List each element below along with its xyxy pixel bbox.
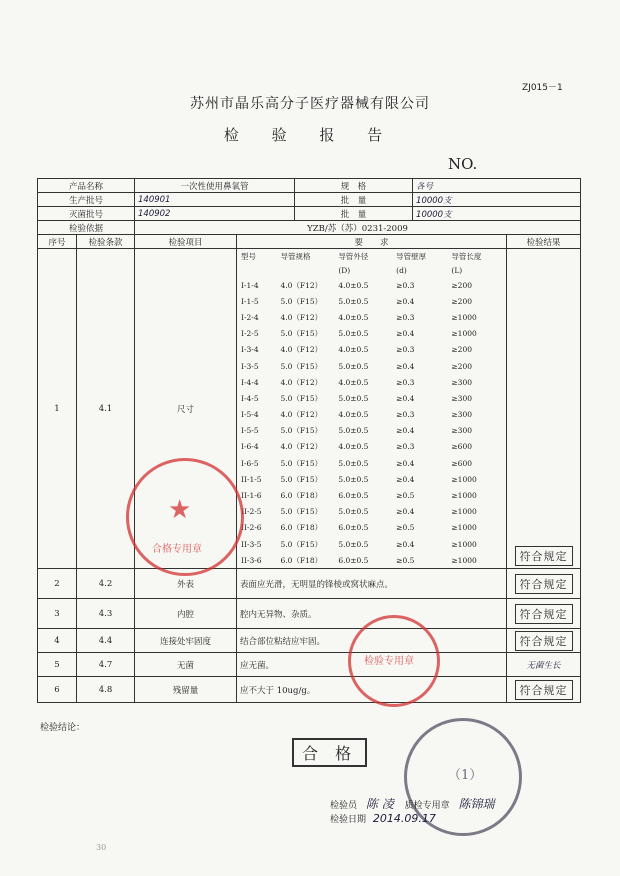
spec-cell: 4.0±0.5	[338, 280, 369, 290]
product-name-label: 产品名称	[38, 179, 135, 193]
row-clause: 4.3	[77, 599, 135, 629]
company-name: 苏州市晶乐高分子医疗器械有限公司	[190, 96, 430, 112]
col-item: 检验项目	[135, 235, 237, 249]
steril-batch-value: 140902	[135, 207, 295, 221]
spec-cell: II-1-6	[241, 491, 262, 501]
row-item: 外表	[135, 569, 237, 599]
date-label: 检验日期	[330, 815, 367, 825]
spec-cell: ≥0.3	[396, 280, 415, 290]
column-header-row	[38, 235, 581, 249]
spec-cell: ≥0.3	[396, 377, 415, 387]
spec-cell: II-2-6	[241, 523, 262, 533]
approval-seal-text: （1）	[448, 768, 483, 783]
row-seq: 6	[38, 677, 77, 703]
spec-cell: I-6-5	[241, 458, 259, 468]
inspection-table	[37, 178, 581, 703]
product-name-value: 一次性使用鼻氧管	[135, 179, 295, 193]
col-result: 检验结果	[507, 235, 581, 249]
row-result: 无菌生长	[507, 653, 581, 677]
spec-cell: I-4-4	[241, 377, 259, 387]
spec-cell: ≥200	[451, 280, 472, 290]
spec-cell: 6.0±0.5	[338, 523, 369, 533]
spec-cell: 4.0±0.5	[338, 410, 369, 420]
footer-mark: 30	[96, 843, 107, 852]
col-clause: 检验条款	[77, 235, 135, 249]
date-row	[330, 812, 436, 825]
spec-cell: 6.0（F18）	[280, 523, 323, 533]
spec-cell: 5.0±0.5	[338, 296, 369, 306]
batch-qty2-value: 10000支	[413, 207, 581, 221]
spec-row	[241, 309, 504, 325]
spec-header-cell: 导管长度	[451, 251, 482, 261]
spec-cell: 5.0（F15）	[280, 458, 323, 468]
row-seq: 4	[38, 629, 77, 653]
spec-cell: I-4-5	[241, 393, 259, 403]
spec-cell: ≥0.3	[396, 442, 415, 452]
spec-cell: ≥0.4	[396, 361, 415, 371]
spec-row	[241, 423, 504, 439]
approver-signature: 陈锦瑞	[458, 797, 495, 811]
spec-cell: ≥300	[451, 426, 472, 436]
col-seq: 序号	[38, 235, 77, 249]
spec-cell: 5.0（F15）	[280, 329, 323, 339]
spec-cell: 5.0（F15）	[280, 507, 323, 517]
result-stamp: 符合规定	[515, 574, 573, 594]
spec-cell: 5.0（F15）	[280, 361, 323, 371]
spec-cell: 6.0±0.5	[338, 555, 369, 565]
pass-stamp: 合 格	[292, 738, 367, 767]
spec-cell: ≥200	[451, 361, 472, 371]
spec-cell: ≥1000	[451, 474, 477, 484]
spec-subheader-cell: (D)	[338, 265, 351, 275]
spec-cell: 6.0（F18）	[280, 491, 323, 501]
spec-cell: 5.0±0.5	[338, 507, 369, 517]
row-item: 无菌	[135, 653, 237, 677]
spec-header-cell: 导管壁厚	[396, 251, 427, 261]
row-requirement: 结合部位粘结应牢固。	[237, 629, 507, 653]
batch-qty-value: 10000支	[413, 193, 581, 207]
inspector-row	[330, 795, 495, 812]
spec-label: 规 格	[295, 179, 413, 193]
spec-cell: I-1-5	[241, 296, 259, 306]
spec-cell: ≥0.4	[396, 474, 415, 484]
spec-cell: I-2-5	[241, 329, 259, 339]
row-seq: 3	[38, 599, 77, 629]
spec-value: 各号	[413, 179, 581, 193]
spec-cell: I-3-5	[241, 361, 259, 371]
spec-cell	[237, 249, 507, 569]
spec-cell: II-3-6	[241, 555, 262, 565]
spec-cell: ≥1000	[451, 539, 477, 549]
prod-batch-value: 140901	[135, 193, 295, 207]
spec-cell: 5.0（F15）	[280, 393, 323, 403]
spec-cell: ≥0.4	[396, 329, 415, 339]
spec-row	[241, 536, 504, 552]
spec-cell: 4.0±0.5	[338, 312, 369, 322]
spec-table	[241, 249, 504, 568]
spec-cell: 4.0（F12）	[280, 280, 323, 290]
document-code: ZJ015－1	[522, 83, 563, 93]
spec-cell: ≥0.3	[396, 345, 415, 355]
row-requirement: 应无菌。	[237, 653, 507, 677]
spec-cell: 4.0（F12）	[280, 377, 323, 387]
info-row-product	[38, 179, 581, 193]
batch-qty-label: 批 量	[295, 193, 413, 207]
row-residue	[38, 677, 581, 703]
spec-cell: ≥600	[451, 458, 472, 468]
row-clause: 4.8	[77, 677, 135, 703]
date-value: 2014.09.17	[372, 812, 436, 825]
prod-batch-label: 生产批号	[38, 193, 135, 207]
spec-cell: 5.0±0.5	[338, 539, 369, 549]
row-seq: 2	[38, 569, 77, 599]
spec-cell: 5.0±0.5	[338, 426, 369, 436]
spec-cell: 4.0（F12）	[280, 442, 323, 452]
spec-cell: 5.0±0.5	[338, 361, 369, 371]
spec-row	[241, 455, 504, 471]
row-lumen	[38, 599, 581, 629]
result-stamp: 符合规定	[515, 604, 573, 624]
row-joint	[38, 629, 581, 653]
spec-cell: II-1-5	[241, 474, 262, 484]
row-dimensions	[38, 249, 581, 569]
row-result	[507, 677, 581, 703]
spec-cell: 4.0（F12）	[280, 410, 323, 420]
result-stamp: 符合规定	[515, 546, 573, 566]
spec-cell: 5.0（F15）	[280, 426, 323, 436]
spec-cell: 5.0（F15）	[280, 296, 323, 306]
spec-row	[241, 342, 504, 358]
spec-row	[241, 439, 504, 455]
spec-cell: I-3-4	[241, 345, 259, 355]
row-item: 尺寸	[135, 249, 237, 569]
basis-label: 检验依据	[38, 221, 135, 235]
spec-cell: ≥300	[451, 410, 472, 420]
row-clause: 4.7	[77, 653, 135, 677]
result-stamp: 符合规定	[515, 631, 573, 651]
spec-cell: ≥0.5	[396, 523, 415, 533]
spec-cell: ≥0.4	[396, 539, 415, 549]
row-result	[507, 599, 581, 629]
spec-cell: ≥200	[451, 345, 472, 355]
report-number-label: NO.	[448, 155, 478, 173]
row-clause: 4.2	[77, 569, 135, 599]
inspector-signature: 陈 凌	[365, 797, 394, 811]
row-item: 连接处牢固度	[135, 629, 237, 653]
spec-row	[241, 293, 504, 309]
spec-subheader-cell	[280, 263, 338, 277]
spec-cell: 5.0（F15）	[280, 539, 323, 549]
row-item: 残留量	[135, 677, 237, 703]
spec-cell: 5.0±0.5	[338, 393, 369, 403]
info-row-steril-batch	[38, 207, 581, 221]
spec-cell: ≥1000	[451, 555, 477, 565]
spec-row	[241, 504, 504, 520]
spec-subheader-cell: (L)	[451, 265, 463, 275]
row-result	[507, 249, 581, 569]
spec-cell: ≥200	[451, 296, 472, 306]
row-surface	[38, 569, 581, 599]
row-seq: 1	[38, 249, 77, 569]
spec-row	[241, 520, 504, 536]
spec-cell: II-2-5	[241, 507, 262, 517]
spec-cell: ≥1000	[451, 312, 477, 322]
info-row-prod-batch	[38, 193, 581, 207]
spec-cell: 6.0（F18）	[280, 555, 323, 565]
left-seal-text: 合格专用章	[152, 544, 202, 555]
spec-row	[241, 358, 504, 374]
spec-cell: I-5-4	[241, 410, 259, 420]
spec-cell: ≥0.3	[396, 312, 415, 322]
spec-row	[241, 277, 504, 293]
spec-row	[241, 471, 504, 487]
spec-cell: 4.0±0.5	[338, 345, 369, 355]
row-result	[507, 629, 581, 653]
row-clause: 4.4	[77, 629, 135, 653]
checker-label: 质检专用章	[404, 801, 450, 811]
spec-cell: 4.0（F12）	[280, 345, 323, 355]
spec-cell: ≥1000	[451, 523, 477, 533]
spec-row	[241, 326, 504, 342]
spec-row	[241, 390, 504, 406]
spec-row	[241, 407, 504, 423]
basis-value: YZB/苏（苏）0231-2009	[135, 221, 581, 235]
row-item: 内腔	[135, 599, 237, 629]
spec-subheader-cell: (d)	[396, 265, 407, 275]
spec-subheader-cell	[241, 263, 280, 277]
spec-header-cell: 型号	[241, 251, 257, 261]
spec-cell: 4.0±0.5	[338, 442, 369, 452]
spec-subheader-row	[241, 263, 504, 277]
spec-row	[241, 552, 504, 568]
row-requirement: 表面应光滑，无明显的锋棱或窝状麻点。	[237, 569, 507, 599]
spec-cell: 4.0±0.5	[338, 377, 369, 387]
spec-cell: ≥0.5	[396, 555, 415, 565]
col-requirement: 要 求	[237, 235, 507, 249]
spec-cell: I-6-4	[241, 442, 259, 452]
spec-cell: I-5-5	[241, 426, 259, 436]
spec-cell: ≥0.4	[396, 426, 415, 436]
row-result	[507, 569, 581, 599]
spec-header-cell: 导管规格	[280, 251, 311, 261]
spec-cell: ≥0.4	[396, 458, 415, 468]
result-stamp: 符合规定	[515, 680, 573, 700]
spec-cell: I-2-4	[241, 312, 259, 322]
row-clause: 4.1	[77, 249, 135, 569]
spec-cell: I-1-4	[241, 280, 259, 290]
info-row-basis	[38, 221, 581, 235]
report-title: 检 验 报 告	[223, 126, 397, 144]
spec-cell: ≥300	[451, 393, 472, 403]
spec-cell: ≥600	[451, 442, 472, 452]
spec-cell: ≥0.3	[396, 410, 415, 420]
row-requirement: 应不大于 10ug/g。	[237, 677, 507, 703]
spec-header-row	[241, 249, 504, 263]
spec-cell: 5.0±0.5	[338, 329, 369, 339]
spec-cell: ≥0.4	[396, 296, 415, 306]
spec-cell: ≥1000	[451, 507, 477, 517]
row-requirement: 腔内无异物、杂质。	[237, 599, 507, 629]
spec-cell: 5.0（F15）	[280, 474, 323, 484]
conclusion-label: 检验结论：	[40, 723, 86, 733]
row-seq: 5	[38, 653, 77, 677]
spec-row	[241, 487, 504, 503]
spec-cell: II-3-5	[241, 539, 262, 549]
spec-cell: ≥0.4	[396, 507, 415, 517]
spec-body	[241, 277, 504, 568]
inspector-label: 检验员	[330, 801, 358, 811]
spec-header-cell: 导管外径	[338, 251, 369, 261]
batch-qty2-label: 批 量	[295, 207, 413, 221]
row-sterile	[38, 653, 581, 677]
spec-row	[241, 374, 504, 390]
spec-cell: ≥1000	[451, 329, 477, 339]
mid-seal-text: 检验专用章	[364, 656, 414, 667]
spec-cell: ≥300	[451, 377, 472, 387]
spec-cell: 5.0±0.5	[338, 474, 369, 484]
spec-cell: ≥0.5	[396, 491, 415, 501]
steril-batch-label: 灭菌批号	[38, 207, 135, 221]
left-seal-star-icon: ★	[168, 495, 192, 525]
spec-cell: 4.0（F12）	[280, 312, 323, 322]
spec-cell: 5.0±0.5	[338, 458, 369, 468]
spec-cell: ≥1000	[451, 491, 477, 501]
spec-cell: 6.0±0.5	[338, 491, 369, 501]
spec-cell: ≥0.4	[396, 393, 415, 403]
